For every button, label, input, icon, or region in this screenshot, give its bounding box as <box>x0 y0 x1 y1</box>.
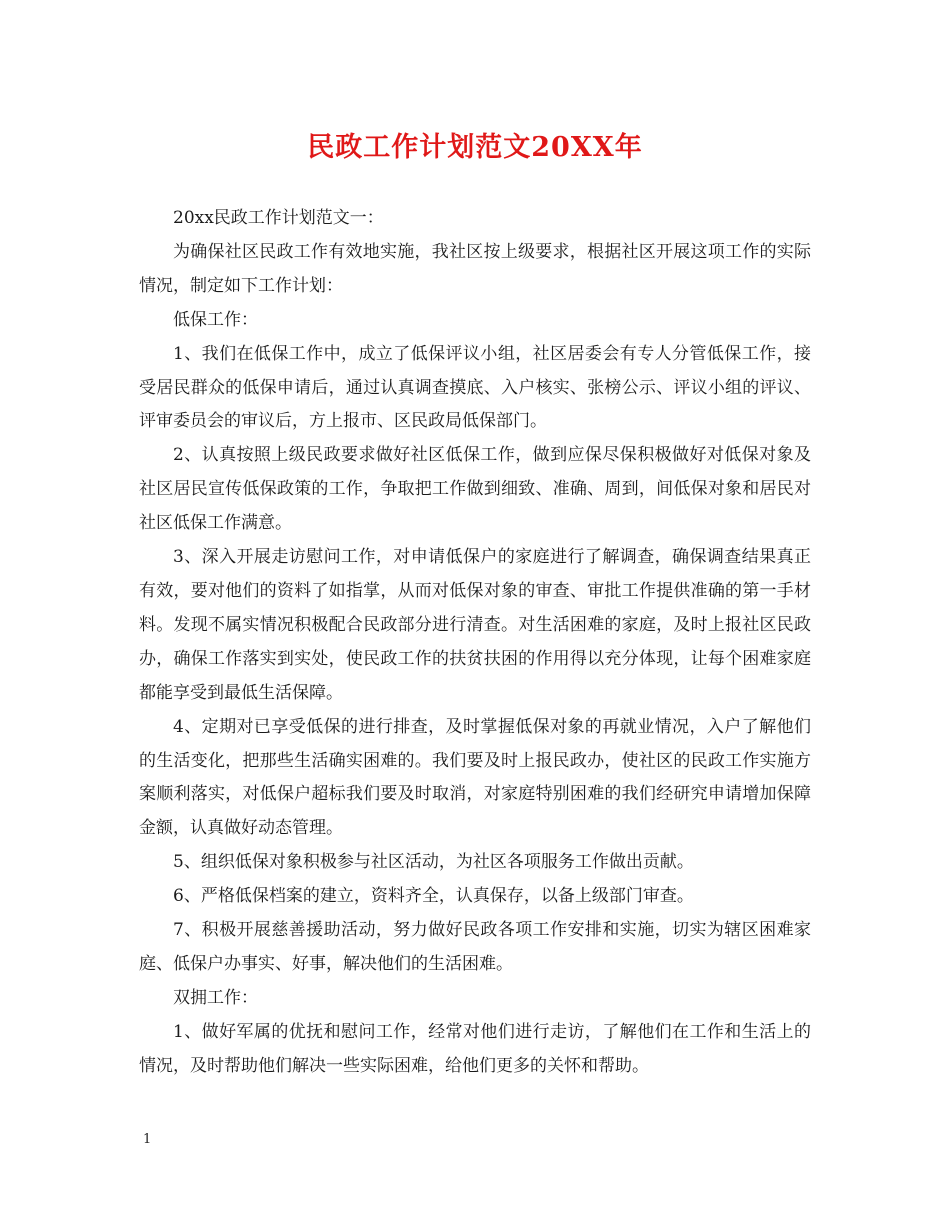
paragraph-dibao-3: 3、深入开展走访慰问工作，对申请低保户的家庭进行了解调查，确保调查结果真正有效，要对他们的资料了如指掌，从而对低保对象的审查、审批工作提供准确的第一手材料。发现不属实情况积极配合民政部分进行清查。对生活困难的家庭，及时上报社区民政办，确保工作落实到实处，使民政工作的扶贫扶困的作用得以充分体现，让每个困难家庭都能享受到最低生活保障。 <box>139 547 811 703</box>
paragraph-dibao-4: 4、定期对已享受低保的进行排查，及时掌握低保对象的再就业情况，入户了解他们的生活变化，把那些生活确实困难的。我们要及时上报民政办，使社区的民政工作实施方案顺利落实，对低保户超标我们要及时取消，对家庭特别困难的我们经研究申请增加保障金额，认真做好动态管理。 <box>139 716 811 839</box>
paragraph-dibao-7: 7、积极开展慈善援助活动，努力做好民政各项工作安排和实施，切实为辖区困难家庭、低保户办事实、好事，解决他们的生活困难。 <box>139 920 811 974</box>
paragraph-intro: 20xx民政工作计划范文一： <box>173 208 384 228</box>
paragraph-purpose: 为确保社区民政工作有效地实施，我社区按上级要求，根据社区开展这项工作的实际情况，制定如下工作计划： <box>139 241 811 296</box>
section-heading-dibao: 低保工作： <box>173 309 258 330</box>
document-title: 民政工作计划范文20XX年 <box>307 132 643 163</box>
paragraph-dibao-6: 6、严格低保档案的建立，资料齐全，认真保存，以备上级部门审查。 <box>173 886 694 907</box>
paragraph-dibao-2: 2、认真按照上级民政要求做好社区低保工作，做到应保尽保积极做好对低保对象及社区居民宣传低保政策的工作，争取把工作做到细致、准确、周到，间低保对象和居民对社区低保工作满意。 <box>139 445 811 534</box>
paragraph-shuangyong-1: 1、做好军属的优抚和慰问工作，经常对他们进行走访，了解他们在工作和生活上的情况，及时帮助他们解决一些实际困难，给他们更多的关怀和帮助。 <box>139 1021 811 1076</box>
paragraph-dibao-1: 1、我们在低保工作中，成立了低保评议小组，社区居委会有专人分管低保工作，接受居民群众的低保申请后，通过认真调查摸底、入户核实、张榜公示、评议小组的评议、评审委员会的审议后，方上报市、区民政局低保部门。 <box>139 343 811 432</box>
section-heading-shuangyong: 双拥工作： <box>173 987 258 1008</box>
paragraph-dibao-5: 5、组织低保对象积极参与社区活动，为社区各项服务工作做出贡献。 <box>173 852 694 873</box>
document-body <box>139 202 811 1084</box>
page-number: 1 <box>143 1132 152 1147</box>
